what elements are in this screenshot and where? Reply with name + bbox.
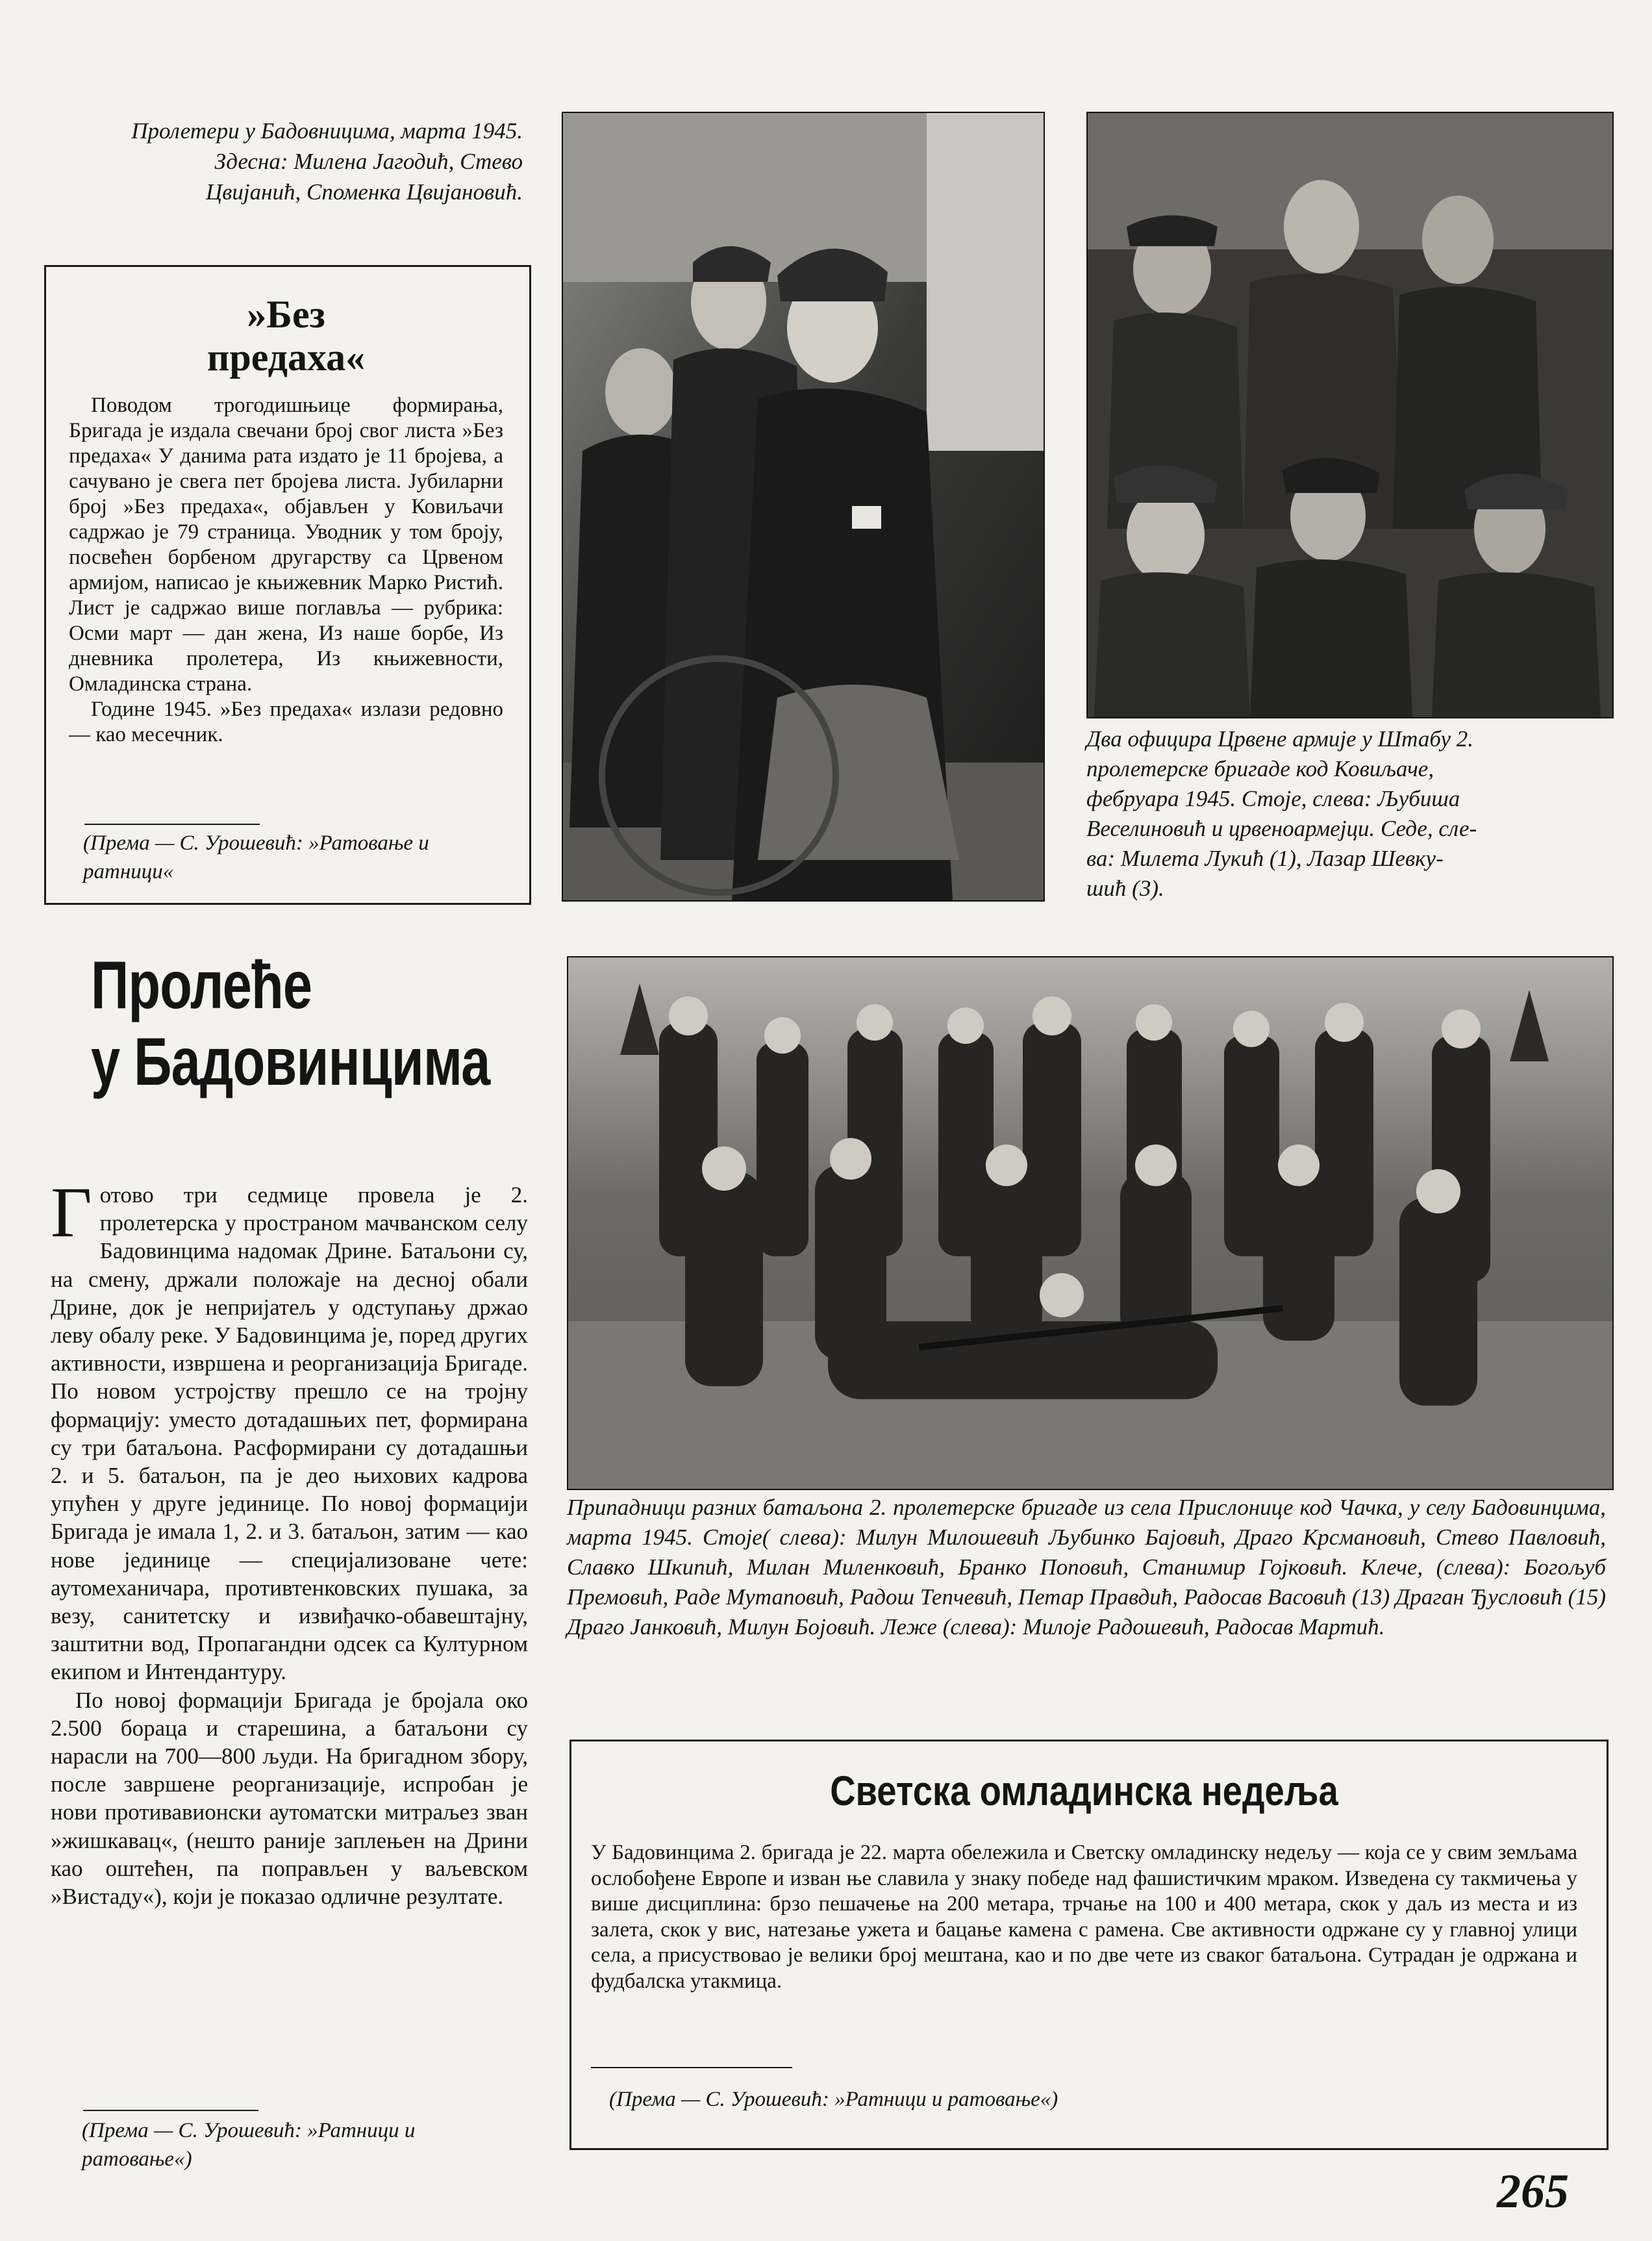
article-first-paragraph	[51, 1172, 528, 1686]
article-paragraph: отово три седмице провела је 2. пролетерска у пространом мачванском селу Бадовинцима надомак Дрине. Батаљони су, на смену, држали положаје на десној обали Дрине, док је непријатељ у одступању држао леву обалу реке. У Бадовинцима је, поред других активности, извршена и реорганизација Бригаде. По новом устројству прешло се на тројну формацију: уместо дотадашњих пет, формирана су три батаљона. Расформирани су дотадашњи 2. и 5. батаљон, па је део њихових кадрова упућен у друге јединице. По новој формацији Бригада је имала 1, 2. и 3. батаљон, затим — као нове јединице — специјализоване чете: аутомеханичара, противтенковских пушака, за везу, санитетску и извиђачко-обавештајну, заштитни вод, Пропагандни одсек са Културном екипом и Интендантуру.	[51, 1182, 528, 1685]
box-title	[69, 293, 503, 379]
article-paragraph: По новој формацији Бригада је бројала око 2.500 бораца и старешина, а батаљони су нарасли на 700—800 људи. На бригадном збору, после завршене реорганизације, испробан је нови противавионски аутоматски митраљез зван »жишкавац«, (нешто раније заплењен на Дрини као оштећен, па поправљен у ваљевском »Вистаду«), који је показао одличне резултате.	[51, 1687, 528, 1910]
photo2-caption-line: Веселиновић и црвеноармејци. Седе, сле-	[1086, 816, 1477, 841]
photo1-caption-line: Здесна: Милена Јагодић, Стево	[214, 149, 523, 174]
svet-box-paragraph: У Бадовинцима 2. бригада је 22. марта обележила и Светску омладинску недељу — која се у свим земљама ослобођене Европе и изван ње славила у знаку победе над фашистичким мраком. Изведена су такмичења у више дисциплина: брзо пешачење на 200 метара, трчање на 100 и 400 метара, скок у даљ из места и из залета, скок у вис, натезање ужета и бацање камена с рамена. Све активности одржане су у главној улици села, а присуствовао је велики број мештана, као и по две чете из сваког батаљона. Сутрадан је одржана и фудбалска утакмица.	[591, 1841, 1577, 1993]
photo2-caption-line: фебруара 1945. Стоје, слева: Љубиша	[1086, 786, 1460, 811]
photo2-caption-line: Два официра Црвене армије у Штабу 2.	[1086, 726, 1473, 752]
box-source-line: ратници«	[83, 860, 174, 883]
headline-line: у Бадовинцима	[91, 1024, 490, 1100]
photo-proletarians	[562, 112, 1045, 902]
photo-red-army-officers-image	[1088, 113, 1612, 717]
headline-line: Пролеће	[91, 948, 312, 1023]
article-source	[82, 2116, 536, 2173]
article-source-line: (Према — С. Урошевић: »Ратници и	[82, 2119, 416, 2142]
box-title-line: предаха«	[206, 336, 366, 379]
photo3-caption: Припадници разних батаљона 2. пролетерске бригаде из села Прислонице код Чачка, у селу Бадовинцима, марта 1945. Стоје( слева): Милун Милошевић Љубинко Бајовић, Драго Крсмановић, Стево Павловић, Славко Шкипић, Милан Миленковић, Бранко Поповић, Станимир Гојковић. Клече, (слева): Богољуб Премовић, Раде Мутаповић, Радош Тепчевић, Петар Правдић, Радосав Васовић (13) Драган Ђусловић (15) Драго Јанковић, Милун Бојовић. Леже (слева): Милоје Радошевић, Радосав Мартић.	[567, 1495, 1606, 1640]
photo-group-badovinci-image	[568, 957, 1612, 1489]
box-paragraph: Године 1945. »Без предаха« излази редовно — као месечник.	[69, 698, 503, 746]
photo-red-army-officers	[1086, 112, 1614, 718]
photo2-caption-line: пролетерске бригаде код Ковиљаче,	[1086, 756, 1434, 781]
article-source-line: ратовање«)	[82, 2147, 192, 2171]
photo2-caption	[1086, 724, 1606, 904]
photo1-caption-line: Пролетери у Бадовницима, марта 1945.	[131, 118, 523, 144]
svet-box-source-rule	[591, 2067, 792, 2068]
article-body	[51, 1172, 528, 1910]
photo2-caption-line: шић (3).	[1086, 876, 1164, 901]
photo-proletarians-image	[563, 113, 1044, 900]
box-source	[83, 829, 525, 886]
svet-box-source: (Према — С. Урошевић: »Ратници и ратовање«)	[609, 2088, 1058, 2111]
photo1-caption	[39, 116, 523, 207]
svet-box-text	[591, 1840, 1577, 1994]
article-source-rule	[83, 2110, 258, 2111]
photo-group-badovinci	[567, 956, 1614, 1490]
bez-predaha-box	[44, 265, 531, 905]
box-paragraph: Поводом трогодишњице формирања, Бригада је издала свечани број свог листа »Без предаха« У данима рата издато је 11 бројева, а сачувано је свега пет бројева листа. Јубиларни број »Без предаха«, објављен у Ковиљачи садржао је 79 страница. Уводник у том броју, посвећен борбеном другарству са Црвеном армијом, написао је књижевник Марко Ристић. Лист је садржао више поглавља — рубрика: Осми март — дан жена, Из наше борбе, Из дневника пролетера, Из књижевности, Омладинска страна.	[69, 394, 503, 696]
box-text	[69, 393, 503, 748]
article-dropcap: Г	[51, 1172, 92, 1252]
photo1-caption-line: Цвијанић, Споменка Цвијановић.	[205, 179, 523, 205]
photo2-caption-line: ва: Милета Лукић (1), Лазар Шевку-	[1086, 846, 1444, 871]
box-title-line: »Без	[247, 293, 325, 336]
box-source-line: (Према — С. Урошевић: »Ратовање и	[83, 831, 429, 855]
box-source-rule	[84, 824, 260, 825]
page-number: 265	[1497, 2165, 1569, 2218]
svet-box-title: Светска омладинска недеља	[830, 1767, 1338, 1814]
